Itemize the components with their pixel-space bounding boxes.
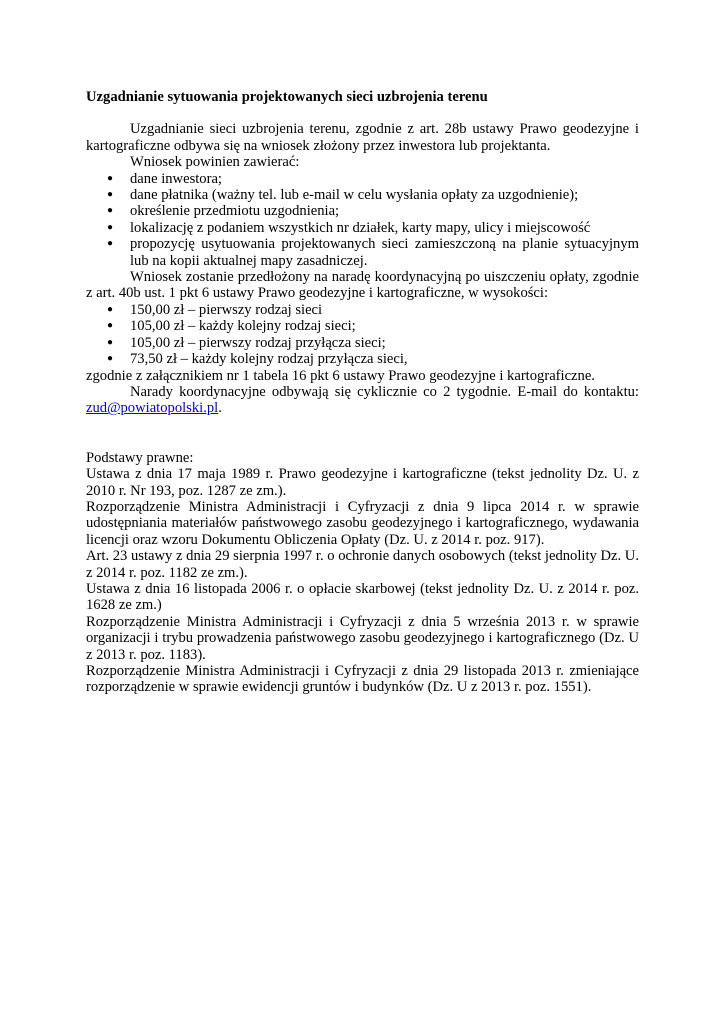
list-item <box>86 236 639 269</box>
intro-paragraph: Uzgadnianie sieci uzbrojenia terenu, zgodnie z art. 28b ustawy Prawo geodezyjne i kartograficzne odbywa się na wniosek złożony przez inwestora lub projektanta. <box>86 121 639 154</box>
list-item <box>86 302 639 318</box>
email-suffix: . <box>218 400 222 417</box>
legal-item: Rozporządzenie Ministra Administracji i Cyfryzacji z dnia 9 lipca 2014 r. w sprawie udostępniania materiałów państwowego zasobu geodezyjnego i kartograficznego, wydawania licencji oraz wzoru Dokumentu Obliczenia Opłaty (Dz. U. z 2014 r. poz. 917). <box>86 498 639 548</box>
meetings-text: Narady koordynacyjne odbywają się cyklicznie co 2 tygodnie. E-mail do kontaktu: <box>130 383 639 400</box>
list-item <box>86 187 639 203</box>
spacer <box>86 417 639 450</box>
list-item <box>86 351 639 367</box>
bullet-icon: ● <box>107 320 114 332</box>
legal-item: Art. 23 ustawy z dnia 29 sierpnia 1997 r. o ochronie danych osobowych (tekst jednolity Dz. U. z 2014 r. poz. 1182 ze zm.). <box>86 548 639 581</box>
list-item-text: dane inwestora; <box>130 170 222 187</box>
bullet-icon: ● <box>107 238 114 250</box>
bullet-icon: ● <box>107 189 114 201</box>
legal-item: Ustawa z dnia 17 maja 1989 r. Prawo geodezyjne i kartograficzne (tekst jednolity Dz. U. z 2010 r. Nr 193, poz. 1287 ze zm.). <box>86 466 639 499</box>
list-item-text: 73,50 zł – każdy kolejny rodzaj przyłącza sieci, <box>130 351 408 368</box>
document-title: Uzgadnianie sytuowania projektowanych sieci uzbrojenia terenu <box>86 89 488 105</box>
bullet-icon: ● <box>107 172 114 184</box>
fees-note: zgodnie z załącznikiem nr 1 tabela 16 pkt 6 ustawy Prawo geodezyjne i kartograficzne. <box>86 367 595 384</box>
list-item-text: dane płatnika (ważny tel. lub e-mail w celu wysłania opłaty za uzgodnienie); <box>130 187 579 204</box>
list-item-text: określenie przedmiotu uzgodnienia; <box>130 203 340 220</box>
list-item-text: 150,00 zł – pierwszy rodzaj sieci <box>130 301 323 318</box>
list-item <box>86 171 639 187</box>
list-item-text: propozycję usytuowania projektowanych sieci zamieszczoną na planie sytuacyjnym lub na kopii aktualnej mapy zasadniczej. <box>130 236 639 269</box>
bullet-icon: ● <box>107 353 114 365</box>
legal-heading: Podstawy prawne: <box>86 449 194 466</box>
fees-intro: Wniosek zostanie przedłożony na naradę koordynacyjną po uiszczeniu opłaty, zgodnie z art. 40b ust. 1 pkt 6 ustawy Prawo geodezyjne i kartograficzne, w wysokości: <box>86 269 639 302</box>
contact-email-link[interactable]: zud@powiatopolski.pl <box>86 400 219 417</box>
legal-item: Ustawa z dnia 16 listopada 2006 r. o opłacie skarbowej (tekst jednolity Dz. U. z 2014 r. poz. 1628 ze zm.) <box>86 580 639 614</box>
bullet-icon: ● <box>107 205 114 217</box>
request-intro: Wniosek powinien zawierać: <box>130 154 300 171</box>
legal-item: Rozporządzenie Ministra Administracji i Cyfryzacji z dnia 29 listopada 2013 r. zmieniające rozporządzenie w sprawie ewidencji gruntów i budynków (Dz. U z 2013 r. poz. 1551). <box>86 663 639 696</box>
document-page <box>86 89 639 696</box>
request-list <box>86 171 639 269</box>
list-item <box>86 335 639 351</box>
list-item-text: lokalizację z podaniem wszystkich nr działek, karty mapy, ulicy i miejscowość <box>130 219 591 236</box>
bullet-icon: ● <box>107 221 114 233</box>
bullet-icon: ● <box>107 336 114 348</box>
list-item-text: 105,00 zł – każdy kolejny rodzaj sieci; <box>130 318 356 335</box>
fee-list <box>86 302 639 368</box>
list-item <box>86 220 639 236</box>
list-item-text: 105,00 zł – pierwszy rodzaj przyłącza sieci; <box>130 334 386 351</box>
bullet-icon: ● <box>107 303 114 315</box>
list-item <box>86 318 639 334</box>
meetings-paragraph <box>86 384 639 417</box>
legal-item: Rozporządzenie Ministra Administracji i Cyfryzacji z dnia 5 września 2013 r. w sprawie organizacji i trybu prowadzenia państwowego zasobu geodezyjnego i kartograficznego (Dz. U z 2013 r. poz. 1183). <box>86 613 639 663</box>
list-item <box>86 203 639 219</box>
